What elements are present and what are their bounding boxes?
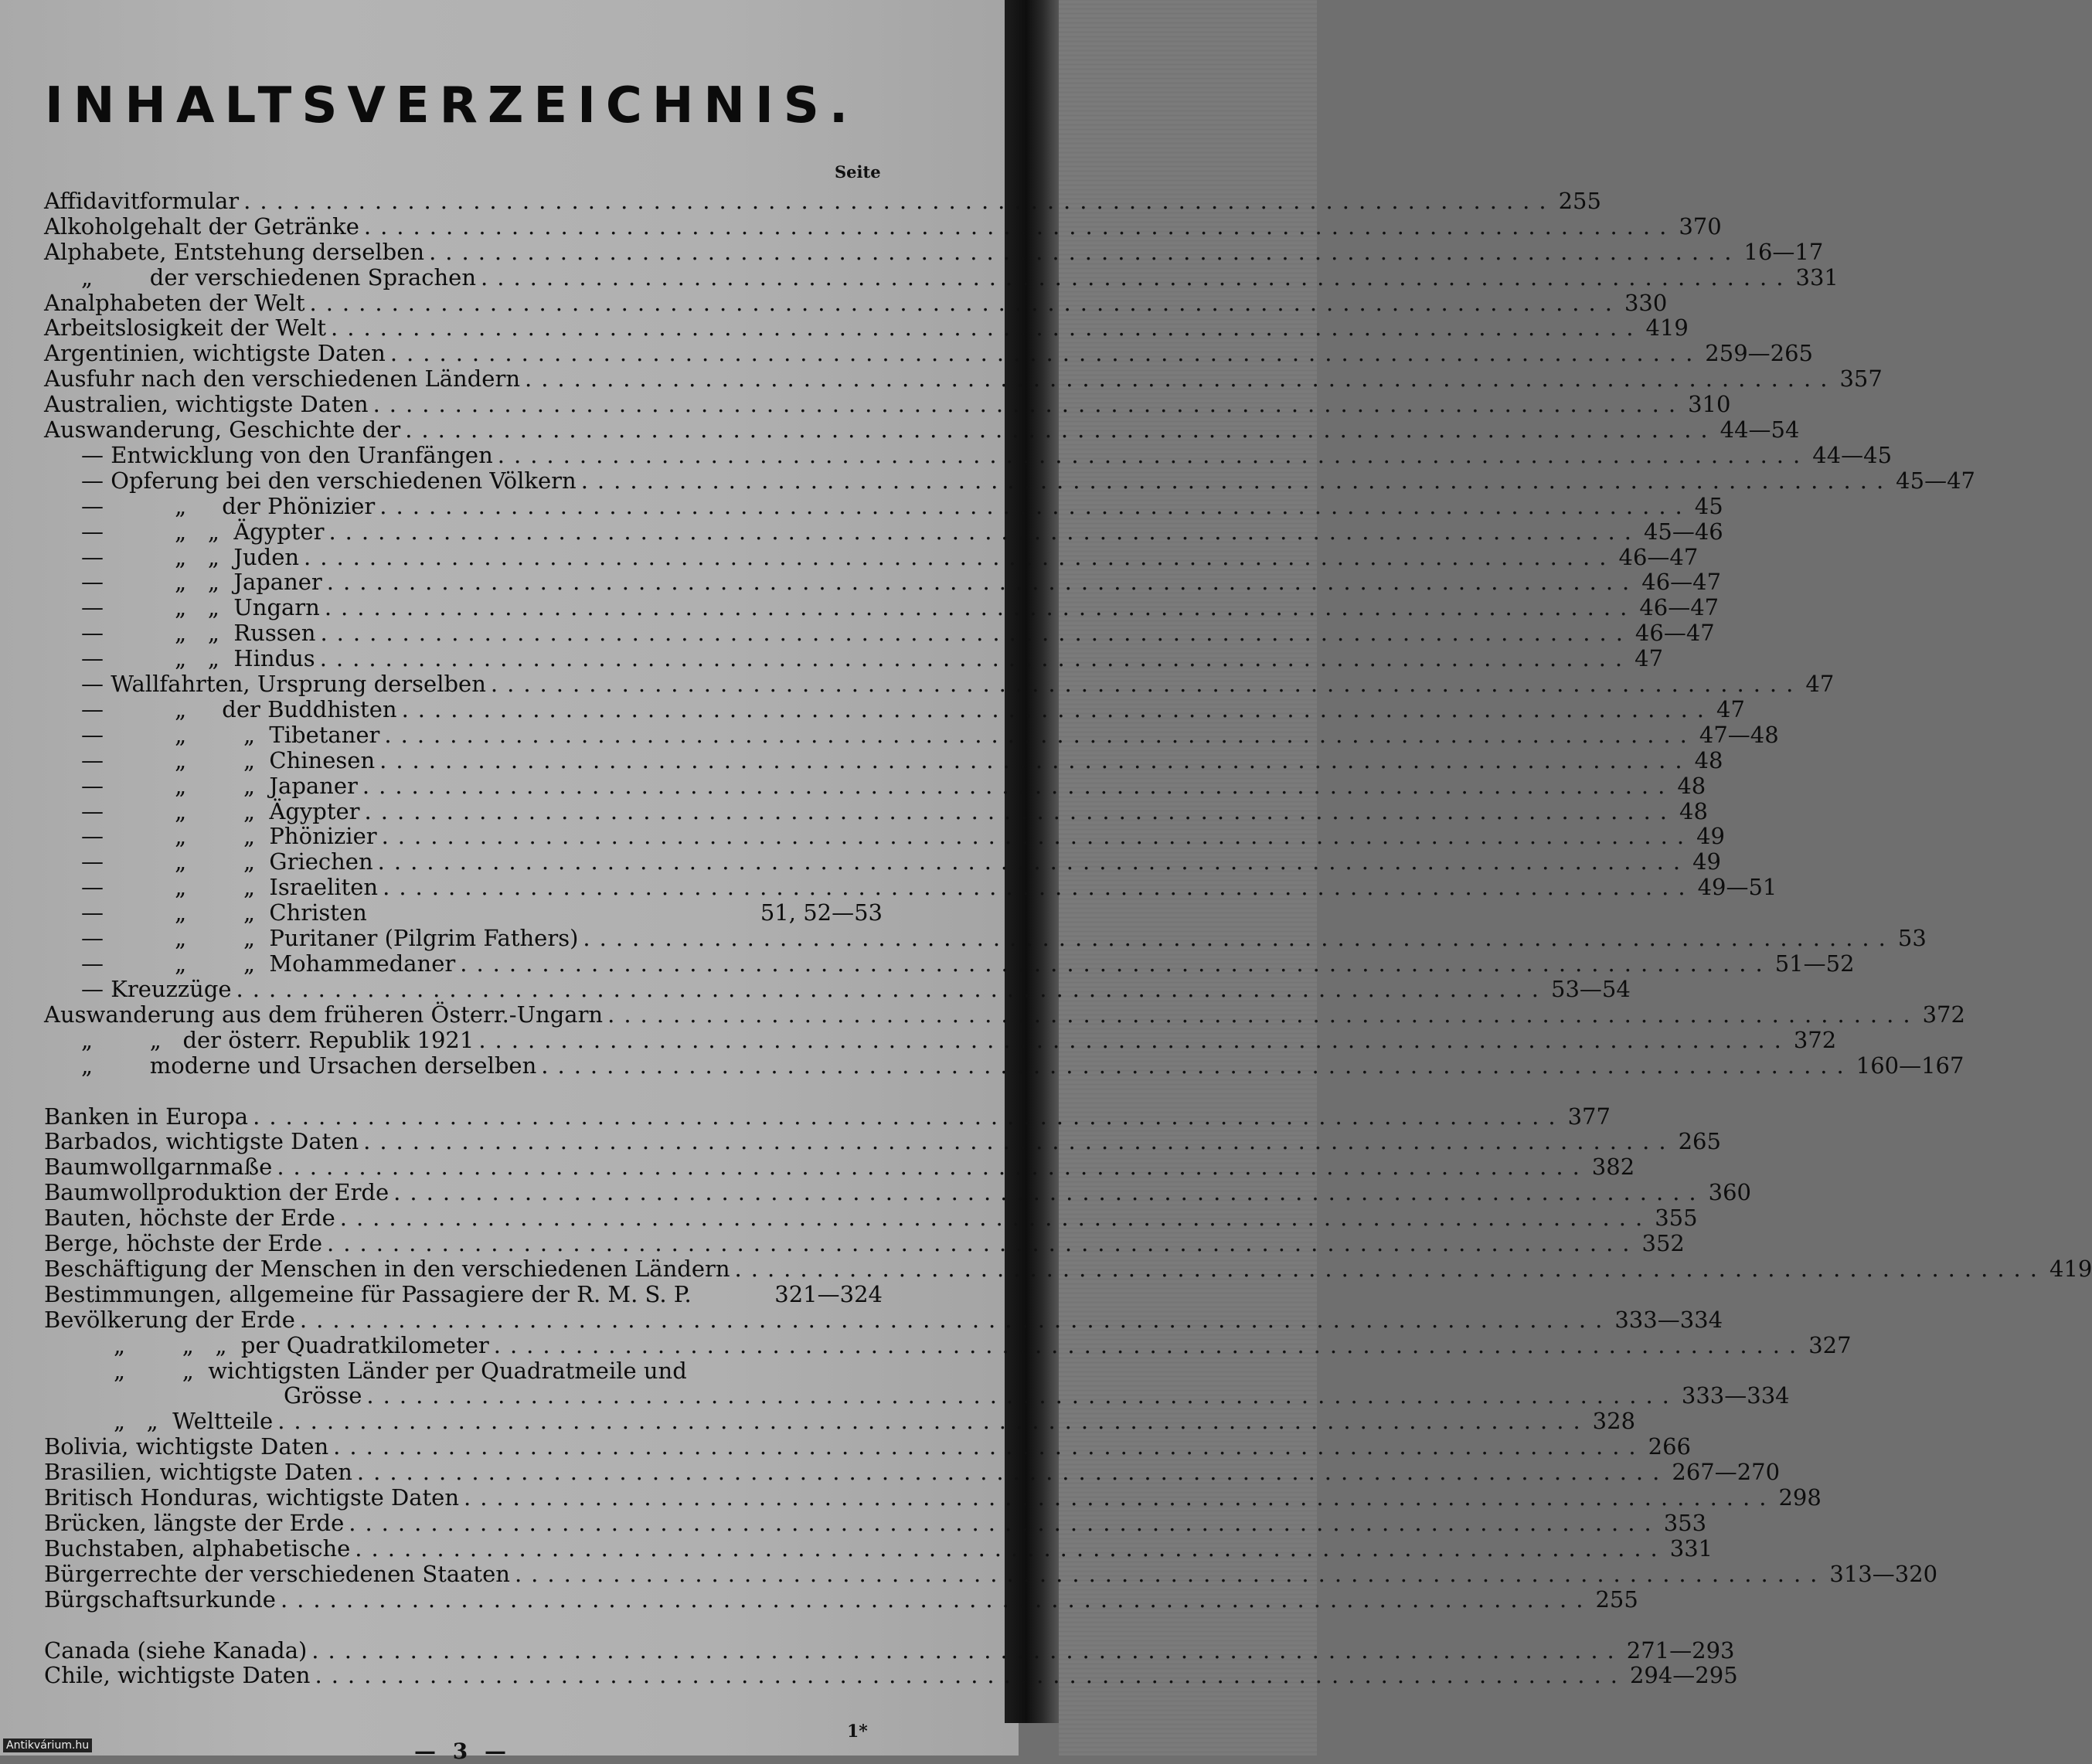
leader-dots: ................................................................................ — [364, 798, 1677, 824]
leader-dots: ................................................................................ — [379, 493, 1692, 519]
toc-entry — [44, 1154, 1635, 1180]
toc-entry-page: 355 — [1655, 1205, 1698, 1231]
leader-dots: ................................................................................ — [734, 1256, 2046, 1282]
toc-entry-page: 48 — [1679, 798, 1708, 824]
toc-entry-label: — „ „ Hindus — [81, 645, 315, 671]
toc-entry — [44, 391, 1731, 417]
toc-entry-page: 46—47 — [1618, 544, 1699, 570]
toc-entry-label: — „ „ Japaner — [81, 773, 358, 799]
toc-entry — [44, 1586, 1638, 1613]
leader-dots: ................................................................................ — [541, 1052, 1853, 1079]
toc-entry — [44, 1128, 1721, 1154]
toc-entry — [81, 1027, 1837, 1053]
toc-entry — [44, 314, 1689, 341]
toc-entry — [114, 1408, 1636, 1434]
toc-entry-label: — „ der Phönizier — [81, 493, 376, 519]
toc-entry-page: 49—51 — [1697, 874, 1777, 900]
leader-dots: ................................................................................ — [311, 1637, 1624, 1664]
toc-entry — [81, 671, 1835, 697]
toc-entry-label: Britisch Honduras, wichtigste Daten — [44, 1484, 459, 1511]
toc-entry-page: 330 — [1624, 290, 1668, 316]
toc-entry-label: — „ „ Ungarn — [81, 594, 320, 620]
toc-entry-page: 377 — [1567, 1103, 1611, 1130]
leader-dots: ................................................................................ — [389, 340, 1703, 366]
leader-dots: ................................................................................ — [328, 518, 1641, 545]
page-title: INHALTSVERZEICHNIS. — [45, 77, 859, 134]
toc-entry-page: 45—47 — [1896, 467, 1975, 494]
toc-entry-label: Brücken, längste der Erde — [44, 1510, 345, 1536]
toc-entry-label: — „ „ Russen — [81, 620, 316, 646]
leader-dots — [367, 900, 757, 926]
toc-entry-label: Argentinien, wichtigste Daten — [44, 340, 386, 366]
toc-entry — [81, 696, 1745, 722]
toc-entry — [114, 1358, 883, 1384]
toc-entry-page: 313—320 — [1829, 1561, 1938, 1587]
toc-entry-label: Beschäftigung der Menschen in den verschiedenen Ländern — [44, 1256, 730, 1282]
leader-dots: ................................................................................ — [319, 645, 1632, 671]
toc-entry-label: — „ „ Griechen — [81, 848, 373, 875]
leader-dots — [692, 1282, 772, 1307]
toc-entry — [81, 798, 1708, 824]
toc-entry-page: 419 — [1645, 314, 1689, 341]
toc-entry — [44, 239, 1824, 265]
leader-dots: ................................................................................ — [299, 1307, 1612, 1333]
leader-dots: ................................................................................ — [362, 773, 1675, 799]
toc-entry-label: — „ „ Puritaner (Pilgrim Fathers) — [81, 925, 579, 951]
toc-entry-label: Alphabete, Entstehung derselben — [44, 239, 425, 265]
toc-entry — [81, 900, 883, 926]
leader-dots: ................................................................................ — [384, 722, 1696, 748]
leader-dots: ................................................................................ — [304, 544, 1616, 570]
toc-entry — [44, 290, 1668, 316]
toc-entry — [44, 340, 1814, 366]
toc-entry-page: 372 — [1793, 1027, 1837, 1053]
toc-entry-page: 16—17 — [1743, 239, 1824, 265]
toc-entry-page: 46—47 — [1639, 594, 1720, 620]
toc-entry-page: 333—334 — [1614, 1307, 1723, 1333]
toc-entry — [44, 1256, 2092, 1282]
toc-entry — [81, 925, 1927, 951]
toc-entry-page: 352 — [1641, 1230, 1685, 1256]
toc-entry — [44, 1433, 1691, 1460]
toc-entry-label: Banken in Europa — [44, 1103, 249, 1130]
leader-dots: ................................................................................ — [377, 848, 1690, 875]
toc-entry — [81, 493, 1723, 519]
toc-entry — [44, 1637, 1735, 1664]
toc-entry — [81, 950, 1855, 977]
toc-entry-label: — „ „ Chinesen — [81, 747, 376, 773]
toc-entry — [44, 1662, 1738, 1688]
toc-entry-page: 294—295 — [1629, 1662, 1738, 1688]
toc-entry-label: Affidavitformular — [44, 188, 240, 214]
toc-entry — [81, 747, 1723, 773]
toc-entry-page: 255 — [1595, 1586, 1638, 1613]
toc-entry-label: Bauten, höchste der Erde — [44, 1205, 335, 1231]
toc-entry — [44, 1459, 1781, 1485]
leader-dots: ................................................................................ — [331, 314, 1643, 341]
leader-dots: ................................................................................ — [280, 1586, 1593, 1613]
toc-entry-label: — Kreuzzüge — [81, 976, 232, 1002]
leader-dots: ................................................................................ — [381, 823, 1694, 849]
toc-entry-page: 46—47 — [1634, 620, 1715, 646]
toc-entry-label: „ „ Weltteile — [114, 1408, 274, 1434]
leader-dots: ................................................................................ — [277, 1154, 1589, 1180]
toc-entry-page: 353 — [1663, 1510, 1707, 1536]
toc-entry — [81, 264, 1839, 291]
column-header-seite: Seite — [835, 162, 881, 182]
toc-entry-page: 51—52 — [1774, 950, 1855, 977]
toc-entry-page: 370 — [1679, 213, 1722, 240]
toc-entry-label: — Entwicklung von den Uranfängen — [81, 442, 493, 468]
toc-entry-page: 267—270 — [1672, 1459, 1781, 1485]
leader-dots: ................................................................................ — [356, 1459, 1669, 1485]
toc-entry-page: 47 — [1634, 645, 1664, 671]
toc-entry-page: 53—54 — [1551, 976, 1631, 1002]
toc-entry — [81, 976, 1631, 1002]
toc-entry-page — [879, 1358, 883, 1384]
toc-entry-page: 49 — [1692, 848, 1722, 875]
toc-entry-page: 357 — [1839, 365, 1883, 392]
leader-dots: ................................................................................ — [607, 1001, 1920, 1028]
leader-dots: ................................................................................ — [478, 1027, 1791, 1053]
watermark: Antikvárium.hu — [3, 1739, 92, 1752]
toc-entry-label: — „ „ Juden — [81, 544, 300, 570]
leader-dots: ................................................................................ — [490, 671, 1803, 697]
toc-entry-label: — „ „ Phönizier — [81, 823, 377, 849]
toc-entry-page: 321—324 — [774, 1281, 883, 1307]
leader-dots: ................................................................................ — [401, 696, 1714, 722]
toc-entry-page: 47 — [1716, 696, 1745, 722]
toc-entry-label: Bevölkerung der Erde — [44, 1307, 295, 1333]
leader-dots: ................................................................................ — [363, 213, 1676, 240]
toc-entry-page: 419 — [2049, 1256, 2092, 1282]
toc-entry — [81, 874, 1777, 900]
toc-entry-label: Brasilien, wichtigste Daten — [44, 1459, 352, 1485]
toc-entry — [44, 1179, 1751, 1205]
leader-dots: ................................................................................ — [379, 747, 1692, 773]
toc-entry — [44, 1307, 1723, 1333]
toc-entry-label: „ der verschiedenen Sprachen — [81, 264, 477, 291]
toc-entry-page: 271—293 — [1626, 1637, 1735, 1664]
toc-entry-label: Analphabeten der Welt — [44, 290, 305, 316]
page-number: — 3 — — [414, 1739, 511, 1764]
toc-entry-label: — „ „ Israeliten — [81, 874, 379, 900]
toc-entry — [81, 594, 1720, 620]
toc-entry-page: 372 — [1922, 1001, 1965, 1028]
leader-dots: ................................................................................ — [339, 1205, 1652, 1231]
toc-entry — [44, 1561, 1938, 1587]
toc-entry-page: 331 — [1669, 1535, 1713, 1562]
toc-entry — [44, 213, 1722, 240]
leader-dots: ................................................................................ — [493, 1332, 1806, 1358]
toc-entry-page: 53 — [1897, 925, 1927, 951]
toc-entry — [81, 518, 1723, 545]
toc-entry — [44, 1205, 1698, 1231]
toc-entry-page: 47—48 — [1699, 722, 1779, 748]
leader-dots: ................................................................................ — [460, 950, 1772, 977]
toc-entry-label: „ „ wichtigsten Länder per Quadratmeile und — [114, 1358, 687, 1384]
toc-entry — [44, 1230, 1685, 1256]
toc-entry-label: Canada (siehe Kanada) — [44, 1637, 308, 1664]
toc-entry — [44, 1282, 883, 1307]
toc-entry — [44, 416, 1800, 443]
toc-entry-page: 298 — [1778, 1484, 1822, 1511]
toc-entry — [81, 848, 1722, 875]
toc-entry-page: 382 — [1591, 1154, 1635, 1180]
toc-entry-label: Auswanderung, Geschichte der — [44, 416, 401, 443]
toc-entry-label: „ „ „ per Quadratkilometer — [114, 1332, 489, 1358]
toc-entry-label: Baumwollproduktion der Erde — [44, 1179, 389, 1205]
leader-dots: ................................................................................ — [363, 1128, 1675, 1154]
toc-entry-page: 327 — [1808, 1332, 1852, 1358]
leader-dots: ................................................................................ — [514, 1561, 1827, 1587]
toc-entry-page: 47 — [1805, 671, 1835, 697]
toc-entry-page: 266 — [1648, 1433, 1691, 1460]
leader-dots: ................................................................................ — [326, 569, 1639, 595]
toc-entry-page: 160—167 — [1856, 1052, 1964, 1079]
leader-dots: ................................................................................ — [366, 1382, 1679, 1409]
toc-entry-label: — „ der Buddhisten — [81, 696, 397, 722]
toc-entry-label: Bolivia, wichtigste Daten — [44, 1433, 329, 1460]
toc-entry-label: Berge, höchste der Erde — [44, 1230, 323, 1256]
toc-entry-label: Bürgerrechte der verschiedenen Staaten — [44, 1561, 510, 1587]
toc-entry-page: 44—45 — [1812, 442, 1893, 468]
toc-entry-page: 48 — [1694, 747, 1723, 773]
toc-entry-page: 310 — [1688, 391, 1731, 417]
toc-entry-page: 44—54 — [1720, 416, 1800, 443]
toc-entry — [81, 1052, 1964, 1079]
toc-entry — [81, 722, 1779, 748]
toc-entry-label: Chile, wichtigste Daten — [44, 1662, 311, 1688]
toc-entry — [81, 442, 1893, 468]
leader-dots: ................................................................................ — [277, 1408, 1590, 1434]
toc-entry-page: 259—265 — [1705, 340, 1814, 366]
toc-entry — [44, 1001, 1965, 1028]
signature-mark: 1* — [847, 1722, 868, 1742]
toc-entry-label: Auswanderung aus dem früheren Österr.-Ungarn — [44, 1001, 604, 1028]
leader-dots: ................................................................................ — [320, 620, 1632, 646]
leader-dots: ................................................................................ — [464, 1484, 1776, 1511]
leader-dots: ................................................................................ — [355, 1535, 1667, 1562]
toc-entry-label: — „ „ Christen — [81, 899, 367, 926]
toc-entry — [81, 620, 1715, 646]
leader-dots: ................................................................................ — [327, 1230, 1639, 1256]
toc-entry — [81, 544, 1699, 570]
toc-entry-label: — „ „ Ägypter — [81, 518, 325, 545]
toc-entry-label: Arbeitslosigkeit der Welt — [44, 314, 327, 341]
toc-entry-label: Bürgschaftsurkunde — [44, 1586, 276, 1613]
toc-entry — [81, 773, 1706, 799]
leader-dots: ................................................................................ — [333, 1433, 1645, 1460]
toc-entry-page: 265 — [1678, 1128, 1721, 1154]
toc-entry — [44, 1103, 1611, 1130]
toc-entry — [284, 1382, 1790, 1409]
leader-dots: ................................................................................ — [236, 976, 1549, 1002]
leader-dots: ................................................................................ — [324, 594, 1637, 620]
toc-entry — [81, 645, 1664, 671]
toc-entry-label: — Wallfahrten, Ursprung derselben — [81, 671, 486, 697]
toc-entry-label: — „ „ Ägypter — [81, 798, 360, 824]
leader-dots: ................................................................................ — [372, 391, 1686, 417]
toc-entry-label: — „ „ Tibetaner — [81, 722, 380, 748]
toc-entry — [44, 1535, 1713, 1562]
toc-entry-page: 49 — [1696, 823, 1725, 849]
toc-entry-label: Australien, wichtigste Daten — [44, 391, 369, 417]
leader-dots: ................................................................................ — [497, 442, 1810, 468]
toc-entry — [114, 1332, 1852, 1358]
toc-entry-label: Ausfuhr nach den verschiedenen Ländern — [44, 365, 520, 392]
toc-entry-label: „ moderne und Ursachen derselben — [81, 1052, 537, 1079]
leader-dots: ................................................................................ — [583, 925, 1895, 951]
toc-entry — [44, 1484, 1822, 1511]
toc-entry-page: 48 — [1677, 773, 1706, 799]
toc-entry-label: Barbados, wichtigste Daten — [44, 1128, 359, 1154]
leader-dots: ................................................................................ — [393, 1179, 1706, 1205]
leader-dots: ................................................................................ — [315, 1662, 1627, 1688]
leader-dots: ................................................................................ — [243, 188, 1556, 214]
leader-dots: ................................................................................ — [429, 239, 1741, 265]
toc-entry — [81, 569, 1722, 595]
toc-entry — [81, 467, 1975, 494]
toc-entry — [44, 1510, 1707, 1536]
toc-entry-label: Grösse — [284, 1382, 362, 1409]
toc-entry-page: 45—46 — [1643, 518, 1723, 545]
toc-entry-label: — „ „ Japaner — [81, 569, 322, 595]
leader-dots: ................................................................................ — [481, 264, 1793, 291]
toc-entry-label: — Opferung bei den verschiedenen Völkern — [81, 467, 577, 494]
toc-entry-page: 333—334 — [1681, 1382, 1790, 1409]
leader-dots: ................................................................................ — [349, 1510, 1661, 1536]
toc-entry-page: 331 — [1795, 264, 1839, 291]
leader-dots: ................................................................................ — [383, 874, 1695, 900]
leader-dots — [687, 1358, 879, 1384]
toc-entry-page: 51, 52—53 — [760, 899, 883, 926]
toc-entry-label: Alkoholgehalt der Getränke — [44, 213, 359, 240]
toc-entry-label: — „ „ Mohammedaner — [81, 950, 456, 977]
toc-entry-label: Buchstaben, alphabetische — [44, 1535, 351, 1562]
toc-entry-page: 45 — [1694, 493, 1723, 519]
toc-entry — [81, 823, 1725, 849]
leader-dots: ................................................................................ — [580, 467, 1893, 494]
toc-entry-page: 255 — [1558, 188, 1601, 214]
toc-entry — [44, 365, 1883, 392]
toc-entry-label: Bestimmungen, allgemeine für Passagiere der R. M. S. P. — [44, 1281, 692, 1307]
toc-entry-page: 46—47 — [1641, 569, 1722, 595]
leader-dots: ................................................................................ — [309, 290, 1621, 316]
leader-dots: ................................................................................ — [405, 416, 1717, 443]
toc-entry-label: Baumwollgarnmaße — [44, 1154, 273, 1180]
leader-dots: ................................................................................ — [253, 1103, 1565, 1130]
toc-entry-page: 360 — [1708, 1179, 1751, 1205]
toc-entry-page: 328 — [1592, 1408, 1636, 1434]
toc-entry-label: „ „ der österr. Republik 1921 — [81, 1027, 475, 1053]
leader-dots: ................................................................................ — [525, 365, 1837, 392]
toc-entry — [44, 188, 1601, 214]
